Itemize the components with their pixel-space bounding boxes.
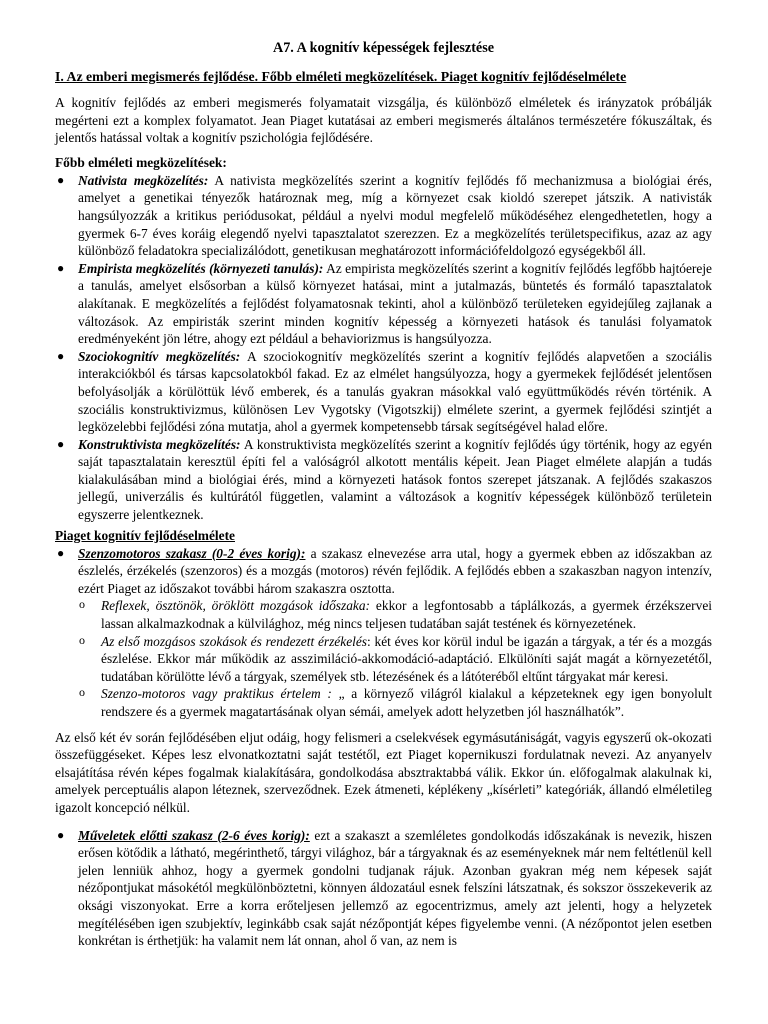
substage-text: : két éves kor körül indul be igazán a tárgyak, a tér és a mozgás észlelése. Ekkor már működik az asszimiláció-akkomodáció-adaptáció. Elkülöníti saját magát a környezetétől, tudatában körülötte lévő a tárgyak, személyek stb. létezésének és a látóteréből eltűnt tárgyakat már keresi. [101, 633, 712, 684]
bullet-icon: ● [57, 172, 65, 187]
approach-text: Az empirista megközelítés szerint a kognitív fejlődés legfőbb hajtóereje a tanulás, amelyet elsősorban a külső környezet hatásai, mint a jutalmazás, büntetés és formáló tapasztalatok alakítanak. E megközelítés a fejlődést folyamatosnak tekinti, ahol a különböző területeken egyidejűleg zajlanak a változások. Az empiristák szerint minden kognitív képesség a környezeti hatások és tanulási folyamatok eredményeként jön létre, ahogy ezt például a behaviorizmus is hangsúlyozza. [78, 260, 712, 347]
piaget-heading: Piaget kognitív fejlődéselmélete [55, 527, 235, 543]
bullet-icon: ● [57, 348, 65, 363]
approaches-list [55, 172, 712, 524]
bullet-icon: ● [57, 545, 65, 560]
substage-term: Reflexek, ösztönök, öröklött mozgások időszaka: [101, 598, 371, 614]
substage-text: „ a környező világról kialakul a képzeteknek egy igen bonyolult rendszere és a gyermek magatartásának olyan sémái, amelyek adott helyzetben jól használhatók”. [101, 686, 712, 719]
sub-bullet-icon: o [79, 597, 85, 612]
summary-paragraph: Az első két év során fejlődésében eljut odáig, hogy felismeri a cselekvések egymásutániságát, vagyis egyszerű ok-okozati összefüggéseket. Képes lesz elvonatkoztatni saját testétől, ezt Piaget kopernikuszi fordulatnak nevezi. Az anyanyelv elsajátítása révén képes fogalmak kialakítására, gondolkodása absztraktabbá válik. Ekkor ún. előfogalmak alakulnak ki, amelyek perceptuális alapon léteznek, szerveződnek. Ezek átmeneti, képlékeny „kísérleti” kategóriák, állandó elméletileg igazolt koncepció nélkül. [55, 729, 712, 815]
stage-term: Szenzomotoros szakasz (0-2 éves korig): [78, 545, 306, 561]
bullet-icon: ● [57, 260, 65, 275]
substage-text: ekkor a legfontosabb a táplálkozás, a gyermek érzékszervei lassan alkalmazkodnak a külvilághoz, még nincs teljesen tudatában saját testének és környezetének. [101, 598, 712, 632]
substage-term: Szenzo-motoros vagy praktikus értelem : [101, 686, 332, 702]
approaches-heading: Főbb elméleti megközelítések: [55, 154, 227, 170]
stage1-list [55, 545, 712, 721]
list-item [55, 436, 712, 524]
approach-text: A konstruktivista megközelítés szerint a kognitív fejlődés úgy történik, hogy az egyén saját tapasztalatain keresztül építi fel a valóságról alkotott mentális képeit. Jean Piaget elmélete alapján a tudás kialakulásában mind a biológiai érés, mind a környezeti hatások fontos szerepet játszanak. A fejlődés szakaszos jellegű, univerzális és kultúrától független, valamint a változások a kognitív képességek különböző területein egyszerre jelentkeznek. [78, 436, 713, 523]
stage2-list [55, 827, 712, 950]
list-item [78, 685, 712, 720]
document-title: A7. A kognitív képességek fejlesztése [272, 40, 495, 56]
list-item [78, 633, 712, 686]
sub-bullet-icon: o [79, 632, 85, 647]
approach-term: Konstruktivista megközelítés: [78, 436, 241, 452]
approach-text: A szociokognitív megközelítés szerint a kognitív fejlődés alapvetően a szociális interakciókból és társas kapcsolatokból fakad. Ez az elmélet hangsúlyozza, hogy a gyermekek fejlődését jelentősen befolyásolják a körülöttük lévő emberek, és a tanulás gyakran másokkal való együttműködés révén történik. A szociális konstruktivizmus, különösen Lev Vygotsky (Vigotszkij) elmélete szerint, a gyermek fejlődési szintjét a legközelebbi fejlődési zóna mutatja, ahol a gyermek kompetensebb társak segítségével halad előre. [78, 348, 712, 435]
list-item [55, 260, 712, 348]
approach-text: A nativista megközelítés szerint a kognitív fejlődés fő mechanizmusa a biológiai érés, amelyet a genetikai tényezők határoznak meg, míg a környezet csak kioldó szerepet játszik. A nativisták hangsúlyozzák a kritikus periódusokat, például a nyelvi modul megfelelő működéséhez elengedhetetlen, hogy a gyermek 6-7 éves koráig elegendő nyelvi tapasztalatot szerezzen. Ez a megközelítés területspecifikus, azaz az agy különböző feladatokra specializálódott, genetikusan meghatározott információfeldolgozó egységekből áll. [78, 172, 712, 259]
stage-term: Műveletek előtti szakasz (2-6 éves korig): [78, 827, 310, 843]
approach-term: Nativista megközelítés [78, 172, 204, 188]
list-item [55, 827, 712, 950]
approach-term: Empirista megközelítés (környezeti tanulás): [78, 260, 324, 276]
stage-text: a szakasz elnevezése arra utal, hogy a gyermek ebben az időszakban az észlelés, érzékelés (szenzoros) és a mozgás (motoros) révén fejlődik. A fejlődés ebben a szakaszban nagyon intenzív, ezért Piaget az időszakot további három szakaszra osztotta. [78, 545, 712, 596]
approach-term-sep: : [203, 172, 209, 188]
stage-text: ezt a szakaszt a szemléletes gondolkodás időszakának is nevezik, hiszen erősen kötődik a látható, megérinthető, tárgyi világhoz, bár a tárgyaknak és az eseményeknek már nem feltétlenül kell jelen lenniük ahhoz, hogy a gyermek gondolni tudjanak rájuk. Azonban gyakran még nem képesek saját nézőpontjukat másokétól megkülönböztetni, könnyen áldozatául esnek felszíni látszatnak, és sokszor összekeverik az oksági viszonyokat. Erre a korra erőteljesen jellemző az egocentrizmus, amely azt jelenti, hogy a helyzetek megítélésében igen szubjektív, leginkább csak saját nézőpontját képes figyelembe venni. (A nézőpontot jelen esetben konkrétan is érthetjük: ha valamit nem lát onnan, ahol ő van, az nem is [78, 827, 712, 949]
section-heading: I. Az emberi megismerés fejlődése. Főbb elméleti megközelítések. Piaget kognitív fejlődéselmélete [55, 69, 627, 84]
bullet-icon: ● [57, 436, 65, 451]
sub-bullet-icon: o [79, 685, 85, 700]
substage-list [78, 597, 712, 720]
list-item [55, 348, 712, 436]
intro-paragraph: A kognitív fejlődés az emberi megismerés folyamatait vizsgálja, és különböző elméletek és irányzatok próbálják megérteni ezt a komplex folyamatot. Jean Piaget kutatásai az emberi megismerés általános természetére fókuszáltak, és jelentős hatással voltak a kognitív pszichológia fejlődésére. [55, 95, 712, 146]
bullet-icon: ● [57, 827, 65, 842]
list-item [55, 545, 712, 721]
list-item [55, 172, 712, 260]
list-item [78, 597, 712, 632]
substage-term: Az első mozgásos szokások és rendezett érzékelés [101, 633, 368, 649]
approach-term: Szociokognitív megközelítés: [78, 348, 241, 364]
